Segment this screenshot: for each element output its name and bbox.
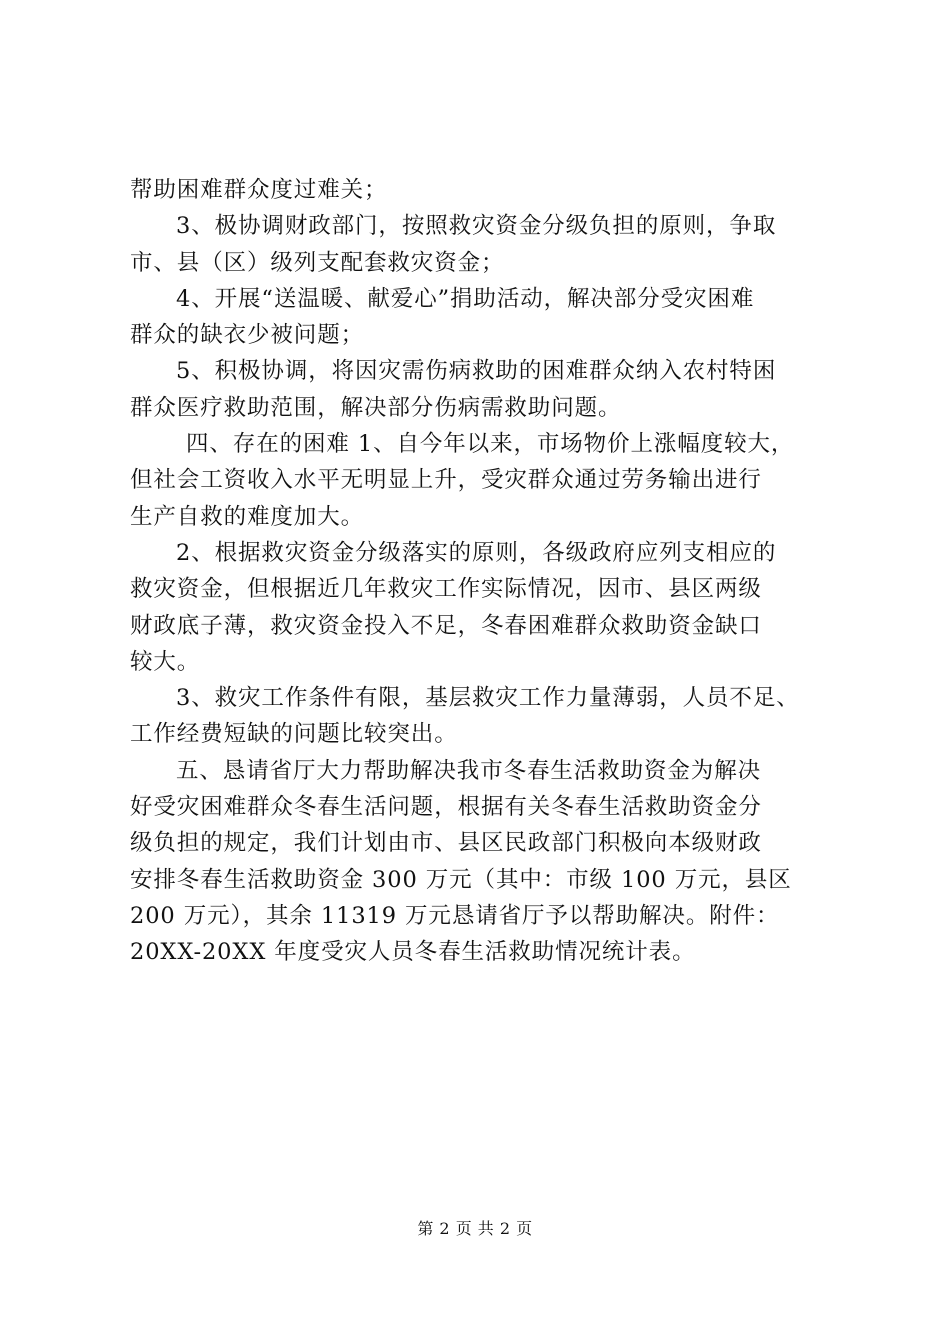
text-line: 3、救灾工作条件有限，基层救灾工作力量薄弱，人员不足、 [176,685,800,712]
text-line: 200 万元），其余 11319 万元恳请省厅予以帮助解决。附件： [130,902,780,929]
text-line: 工作经费短缺的问题比较突出。 [130,721,458,748]
text-line: 安排冬春生活救助资金 300 万元（其中：市级 100 万元，县区 [130,866,792,893]
text-line: 3、极协调财政部门，按照救灾资金分级负担的原则，争取 [176,213,777,240]
text-line: 财政底子薄，救灾资金投入不足，冬春困难群众救助资金缺口 [130,612,762,639]
text-line: 市、县（区）级列支配套救灾资金； [130,249,505,276]
text-line: 但社会工资收入水平无明显上升，受灾群众通过劳务输出进行 [130,467,762,494]
text-line: 5、积极协调，将因灾需伤病救助的困难群众纳入农村特困 [176,358,777,385]
text-line: 救灾资金，但根据近几年救灾工作实际情况，因市、县区两级 [130,576,762,603]
text-line: 4、开展“送温暖、献爱心”捐助活动，解决部分受灾困难 [176,285,755,312]
text-line: 好受灾困难群众冬春生活问题，根据有关冬春生活救助资金分 [130,794,762,821]
text-line: 级负担的规定，我们计划由市、县区民政部门积极向本级财政 [130,830,762,857]
text-line: 群众的缺衣少被问题； [130,322,365,349]
text-line: 帮助困难群众度过难关； [130,177,388,203]
page-footer [0,1216,950,1239]
text-line: 四、存在的困难 1、自今年以来，市场物价上涨幅度较大， [186,431,795,458]
document-body [130,172,830,971]
text-line: 五、恳请省厅大力帮助解决我市冬春生活救助资金为解决 [176,757,762,784]
text-line: 群众医疗救助范围，解决部分伤病需救助问题。 [130,394,622,421]
text-line: 20XX-20XX 年度受灾人员冬春生活救助情况统计表。 [130,939,696,966]
text-line: 较大。 [130,648,201,675]
page-number: 第 2 页 共 2 页 [417,1219,533,1238]
text-line: 2、根据救灾资金分级落实的原则，各级政府应列支相应的 [176,539,777,566]
text-line: 生产自救的难度加大。 [130,503,365,530]
